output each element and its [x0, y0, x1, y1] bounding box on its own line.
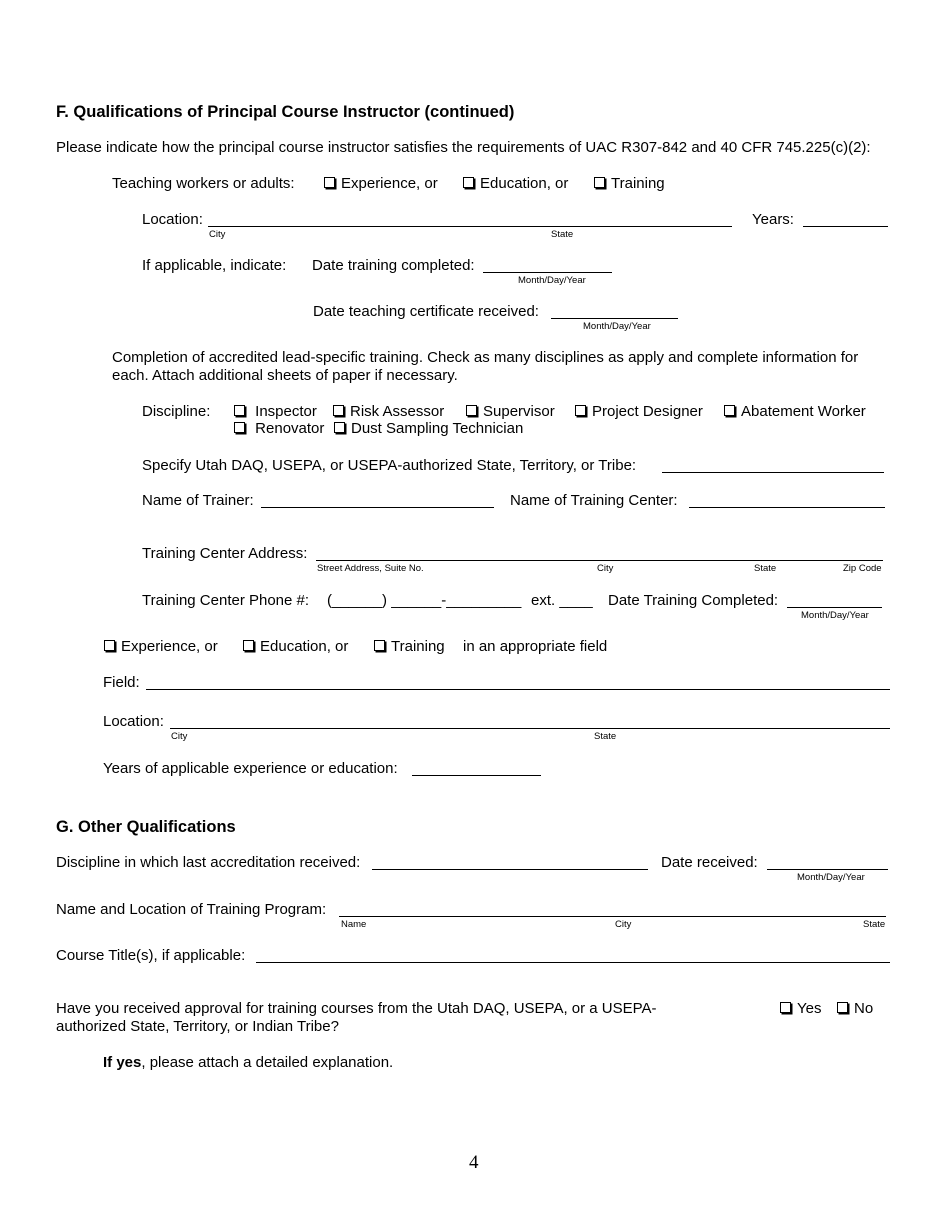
checkbox-icon [324, 177, 335, 188]
state-caption: State [594, 731, 617, 742]
teaching-experience-checkbox[interactable]: Experience, or [324, 175, 438, 193]
checkbox-icon [334, 422, 345, 433]
discipline-renovator-checkbox[interactable]: Renovator [234, 420, 324, 438]
checkbox-icon [243, 640, 254, 651]
trainer-label: Name of Trainer: [142, 492, 254, 509]
field-field[interactable] [146, 689, 890, 690]
section-g-heading: G. Other Qualifications [56, 818, 236, 836]
if-yes-note: If yes, please attach a detailed explanation. [103, 1054, 394, 1071]
field-location-label: Location: [103, 713, 164, 730]
if-applicable-label: If applicable, indicate: [142, 257, 287, 274]
years-applicable-field[interactable] [412, 775, 541, 776]
city-caption: City [209, 229, 226, 240]
date-cert-label: Date teaching certificate received: [313, 303, 539, 320]
checkbox-icon [575, 405, 586, 416]
checkbox-icon [724, 405, 735, 416]
date-caption: Month/Day/Year [797, 872, 865, 883]
address-label: Training Center Address: [142, 545, 308, 562]
approval-question-line1: Have you received approval for training courses from the Utah DAQ, USEPA, or a USEPA- [56, 1000, 657, 1017]
discipline-dust-sampling-checkbox[interactable]: Dust Sampling Technician [334, 420, 523, 438]
date-caption: Month/Day/Year [518, 275, 586, 286]
teaching-education-checkbox[interactable]: Education, or [463, 175, 568, 193]
teaching-years-label: Years: [752, 211, 794, 228]
trainer-field[interactable] [261, 507, 494, 508]
discipline-last-field[interactable] [372, 869, 648, 870]
zip-caption: Zip Code [843, 563, 882, 574]
discipline-inspector-checkbox[interactable]: Inspector [234, 403, 317, 421]
discipline-project-designer-checkbox[interactable]: Project Designer [575, 403, 703, 421]
specify-label: Specify Utah DAQ, USEPA, or USEPA-authorized State, Territory, or Tribe: [142, 457, 637, 474]
teaching-location-label: Location: [142, 211, 203, 228]
discipline-abatement-worker-checkbox[interactable]: Abatement Worker [724, 403, 866, 421]
checkbox-icon [333, 405, 344, 416]
page-number: 4 [469, 1152, 479, 1173]
course-title-field[interactable] [256, 962, 890, 963]
course-title-label: Course Title(s), if applicable: [56, 947, 246, 964]
program-field[interactable] [339, 916, 886, 917]
field-education-checkbox[interactable]: Education, or [243, 638, 348, 656]
approval-yes-checkbox[interactable]: Yes [780, 1000, 821, 1018]
street-caption: Street Address, Suite No. [317, 563, 424, 574]
approval-question-line2: authorized State, Territory, or Indian Tribe? [56, 1018, 339, 1035]
teaching-training-checkbox[interactable]: Training [594, 175, 665, 193]
section-f-intro: Please indicate how the principal course instructor satisfies the requirements of UAC R307-842 and 40 CFR 745.225(c)(2): [56, 139, 871, 156]
checkbox-icon [463, 177, 474, 188]
discipline-risk-assessor-checkbox[interactable]: Risk Assessor [333, 403, 444, 421]
teaching-location-field[interactable] [208, 226, 732, 227]
city-caption: City [171, 731, 188, 742]
discipline-label: Discipline: [142, 403, 211, 420]
phone-field[interactable]: (______) ______-_________ [327, 592, 522, 609]
training-center-label: Name of Training Center: [510, 492, 678, 509]
accredited-text-line1: Completion of accredited lead-specific training. Check as many disciplines as apply and complete information for [112, 349, 859, 366]
state-caption: State [754, 563, 777, 574]
field-label: Field: [103, 674, 140, 691]
state-caption: State [863, 919, 886, 930]
field-location-field[interactable] [170, 728, 890, 729]
training-center-field[interactable] [689, 507, 885, 508]
checkbox-icon [234, 422, 245, 433]
city-caption: City [597, 563, 614, 574]
city-caption: City [615, 919, 632, 930]
checkbox-icon [837, 1002, 848, 1013]
date-cert-field[interactable] [551, 318, 678, 319]
date-received-field[interactable] [767, 869, 888, 870]
accredited-text-line2: each. Attach additional sheets of paper if necessary. [112, 367, 458, 384]
date-caption: Month/Day/Year [801, 610, 869, 621]
date-completed-label: Date Training Completed: [608, 592, 779, 609]
ext-field[interactable]: ext. ____ [531, 592, 593, 609]
checkbox-icon [466, 405, 477, 416]
date-received-label: Date received: [661, 854, 758, 871]
checkbox-icon [374, 640, 385, 651]
checkbox-icon [104, 640, 115, 651]
field-experience-checkbox[interactable]: Experience, or [104, 638, 218, 656]
specify-field[interactable] [662, 472, 884, 473]
address-field[interactable] [316, 560, 883, 561]
field-suffix: in an appropriate field [463, 638, 608, 655]
discipline-last-label: Discipline in which last accreditation received: [56, 854, 361, 871]
state-caption: State [551, 229, 574, 240]
checkbox-icon [594, 177, 605, 188]
program-label: Name and Location of Training Program: [56, 901, 327, 918]
teaching-years-field[interactable] [803, 226, 888, 227]
approval-no-checkbox[interactable]: No [837, 1000, 873, 1018]
years-applicable-label: Years of applicable experience or education: [103, 760, 398, 777]
discipline-supervisor-checkbox[interactable]: Supervisor [466, 403, 555, 421]
date-completed-field[interactable] [787, 607, 882, 608]
checkbox-icon [234, 405, 245, 416]
teaching-label: Teaching workers or adults: [112, 175, 295, 192]
date-training-field[interactable] [483, 272, 612, 273]
field-training-checkbox[interactable]: Training [374, 638, 445, 656]
section-f-heading: F. Qualifications of Principal Course Instructor (continued) [56, 103, 515, 121]
phone-label: Training Center Phone #: [142, 592, 310, 609]
date-caption: Month/Day/Year [583, 321, 651, 332]
checkbox-icon [780, 1002, 791, 1013]
name-caption: Name [341, 919, 367, 930]
date-training-label: Date training completed: [312, 257, 475, 274]
